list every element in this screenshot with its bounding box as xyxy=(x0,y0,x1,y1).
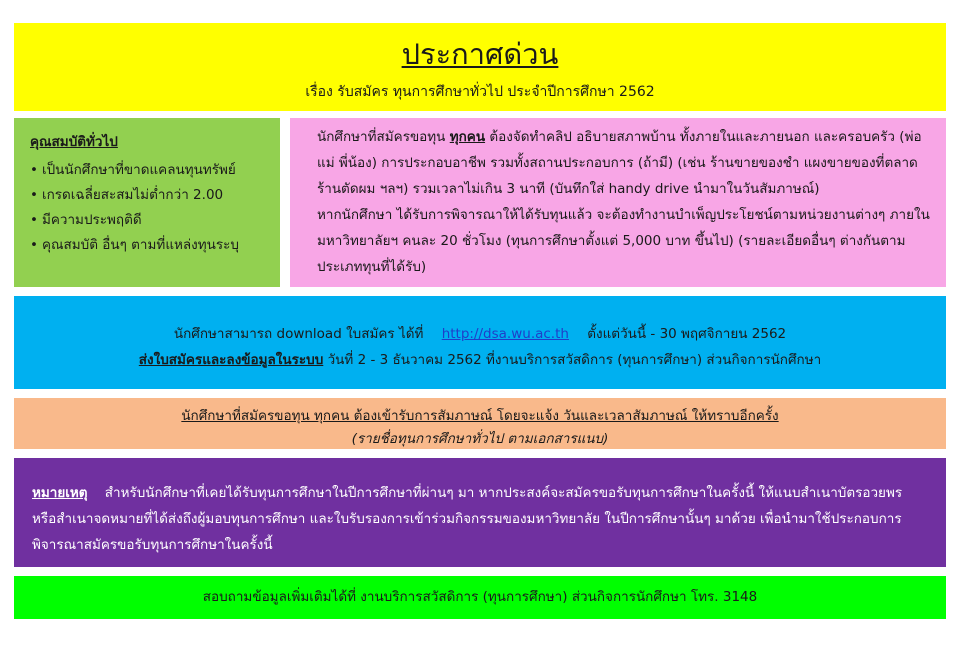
interview-notice: นักศึกษาที่สมัครขอทุน ทุกคน ต้องเข้ารับการสัมภาษณ์ โดยจะแจ้ง วันและเวลาสัมภาษณ์ ให้ทราบอีกครั้ง xyxy=(181,408,779,424)
volunteer-requirement-text: หากนักศึกษา ได้รับการพิจารณาให้ได้รับทุนแล้ว จะต้องทำงานบำเพ็ญประโยชน์ตามหน่วยงานต่างๆ ภายในมหาวิทยาลัยฯ คนละ 20 ชั่วโมง (ทุนการศึกษาตั้งแต่ 5,000 บาท ขึ้นไป) (รายละเอียดอื่นๆ ต่างกันตามประเภททุนที่ได้รับ) xyxy=(317,207,930,275)
qualification-item: • มีความประพฤติดี xyxy=(30,208,280,233)
contact-panel xyxy=(14,576,946,619)
download-line xyxy=(14,322,946,344)
download-prefix: นักศึกษาสามารถ download ใบสมัคร ได้ที่ xyxy=(173,326,424,342)
download-panel xyxy=(14,296,946,389)
interview-attachment-note: (รายชื่อทุนการศึกษาทั่วไป ตามเอกสารแนบ) xyxy=(351,431,609,447)
announcement-title: ประกาศด่วน xyxy=(401,37,559,71)
video-requirement-panel xyxy=(290,118,946,287)
announcement-subtitle: เรื่อง รับสมัคร ทุนการศึกษาทั่วไป ประจำปีการศึกษา 2562 xyxy=(305,84,655,100)
video-emphasis: ทุกคน xyxy=(449,129,486,145)
video-requirement-text xyxy=(317,124,936,202)
qualification-item: • คุณสมบัติ อื่นๆ ตามที่แหล่งทุนระบุ xyxy=(30,233,280,258)
remark-label: หมายเหตุ xyxy=(32,485,88,501)
qualification-item: • เป็นนักศึกษาที่ขาดแคลนทุนทรัพย์ xyxy=(30,158,280,183)
interview-panel xyxy=(14,398,946,449)
qualifications-panel xyxy=(14,118,280,287)
qualifications-heading: คุณสมบัติทั่วไป xyxy=(30,134,118,150)
video-prefix: นักศึกษาที่สมัครขอทุน xyxy=(317,129,446,145)
qualification-item: • เกรดเฉลี่ยสะสมไม่ต่ำกว่า 2.00 xyxy=(30,183,280,208)
download-period: ตั้งแต่วันนี้ - 30 พฤศจิกายน 2562 xyxy=(587,326,787,342)
remark-body: สำหรับนักศึกษาที่เคยได้รับทุนการศึกษาในปีการศึกษาที่ผ่านๆ มา หากประสงค์จะสมัครขอรับทุนการศึกษาในครั้งนี้ ให้แนบสำเนาบัตรอวยพร หรือสำเนาจดหมายที่ได้ส่งถึงผู้มอบทุนการศึกษา และใบรับรองการเข้าร่วมกิจกรรมของมหาวิทยาลัย ในปีการศึกษานั้นๆ มาด้วย เพื่อนำมาใช้ประกอบการพิจารณาสมัครขอรับทุนการศึกษาในครั้งนี้ xyxy=(32,485,903,553)
announcement-header xyxy=(14,23,946,111)
qualifications-list xyxy=(30,158,280,258)
submission-emphasis: ส่งใบสมัครและลงข้อมูลในระบบ xyxy=(138,352,324,368)
remark-text xyxy=(32,480,930,558)
submission-line xyxy=(14,348,946,370)
submission-details: วันที่ 2 - 3 ธันวาคม 2562 ที่งานบริการสวัสดิการ (ทุนการศึกษา) ส่วนกิจการนักศึกษา xyxy=(327,352,822,368)
video-text: ต้องจัดทำคลิป อธิบายสภาพบ้าน ทั้งภายในและภายนอก และครอบครัว (พ่อแม่ พี่น้อง) การประกอบอาชีพ รวมทั้งสถานประกอบการ (ถ้ามี) (เช่น ร้านขายของชำ แผงขายของที่ตลาด ร้านตัดผม ฯลฯ) รวมเวลาไม่เกิน 3 นาที (บันทึกใส่ handy drive นำมาในวันสัมภาษณ์) xyxy=(317,129,922,197)
remark-panel xyxy=(14,458,946,567)
download-link[interactable]: http://dsa.wu.ac.th xyxy=(441,326,569,342)
contact-text: สอบถามข้อมูลเพิ่มเติมได้ที่ งานบริการสวัสดิการ (ทุนการศึกษา) ส่วนกิจการนักศึกษา โทร. 3148 xyxy=(202,589,758,605)
